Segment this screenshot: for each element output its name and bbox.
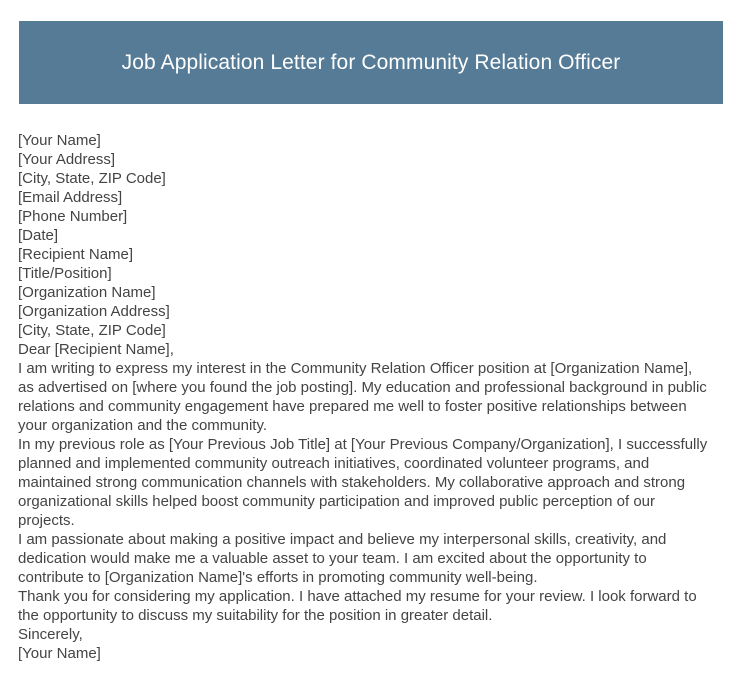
sender-email-line: [Email Address]: [18, 189, 123, 206]
signature-line: [Your Name]: [18, 645, 101, 662]
organization-address-line: [Organization Address]: [18, 303, 170, 320]
body-paragraph-2: In my previous role as [Your Previous Job Title] at [Your Previous Company/Organization], I successfully planned and implemented community outreach initiatives, coordinated volunteer programs, and maintained strong communication channels with stakeholders. My collaborative approach and strong organizational skills helped boost community participation and improved public perception of our projects.: [18, 436, 708, 529]
salutation-line: Dear [Recipient Name],: [18, 341, 174, 358]
closing-line: Sincerely,: [18, 626, 83, 643]
letter-body: [18, 131, 712, 663]
recipient-name-line: [Recipient Name]: [18, 246, 134, 263]
body-paragraph-3: I am passionate about making a positive impact and believe my interpersonal skills, creativity, and dedication would make me a valuable asset to your team. I am excited about the opportunity to contribute to [Organization Name]'s efforts in promoting community well-being.: [18, 531, 667, 586]
sender-phone-line: [Phone Number]: [18, 208, 128, 225]
document-header-banner: [19, 21, 723, 104]
date-line: [Date]: [18, 227, 59, 244]
body-paragraph-1: I am writing to express my interest in the Community Relation Officer position at [Organization Name], as advertised on [where you found the job posting]. My education and professional background in public relations and community engagement have prepared me well to foster positive relationships between your organization and the community.: [18, 360, 707, 434]
organization-city-line: [City, State, ZIP Code]: [18, 322, 166, 339]
page-title: Job Application Letter for Community Relation Officer: [121, 50, 621, 74]
sender-city-line: [City, State, ZIP Code]: [18, 170, 166, 187]
sender-address-line: [Your Address]: [18, 151, 116, 168]
organization-name-line: [Organization Name]: [18, 284, 156, 301]
recipient-title-line: [Title/Position]: [18, 265, 112, 282]
body-paragraph-4: Thank you for considering my application. I have attached my resume for your review. I look forward to the opportunity to discuss my suitability for the position in greater detail.: [18, 588, 697, 624]
sender-name-line: [Your Name]: [18, 132, 101, 149]
